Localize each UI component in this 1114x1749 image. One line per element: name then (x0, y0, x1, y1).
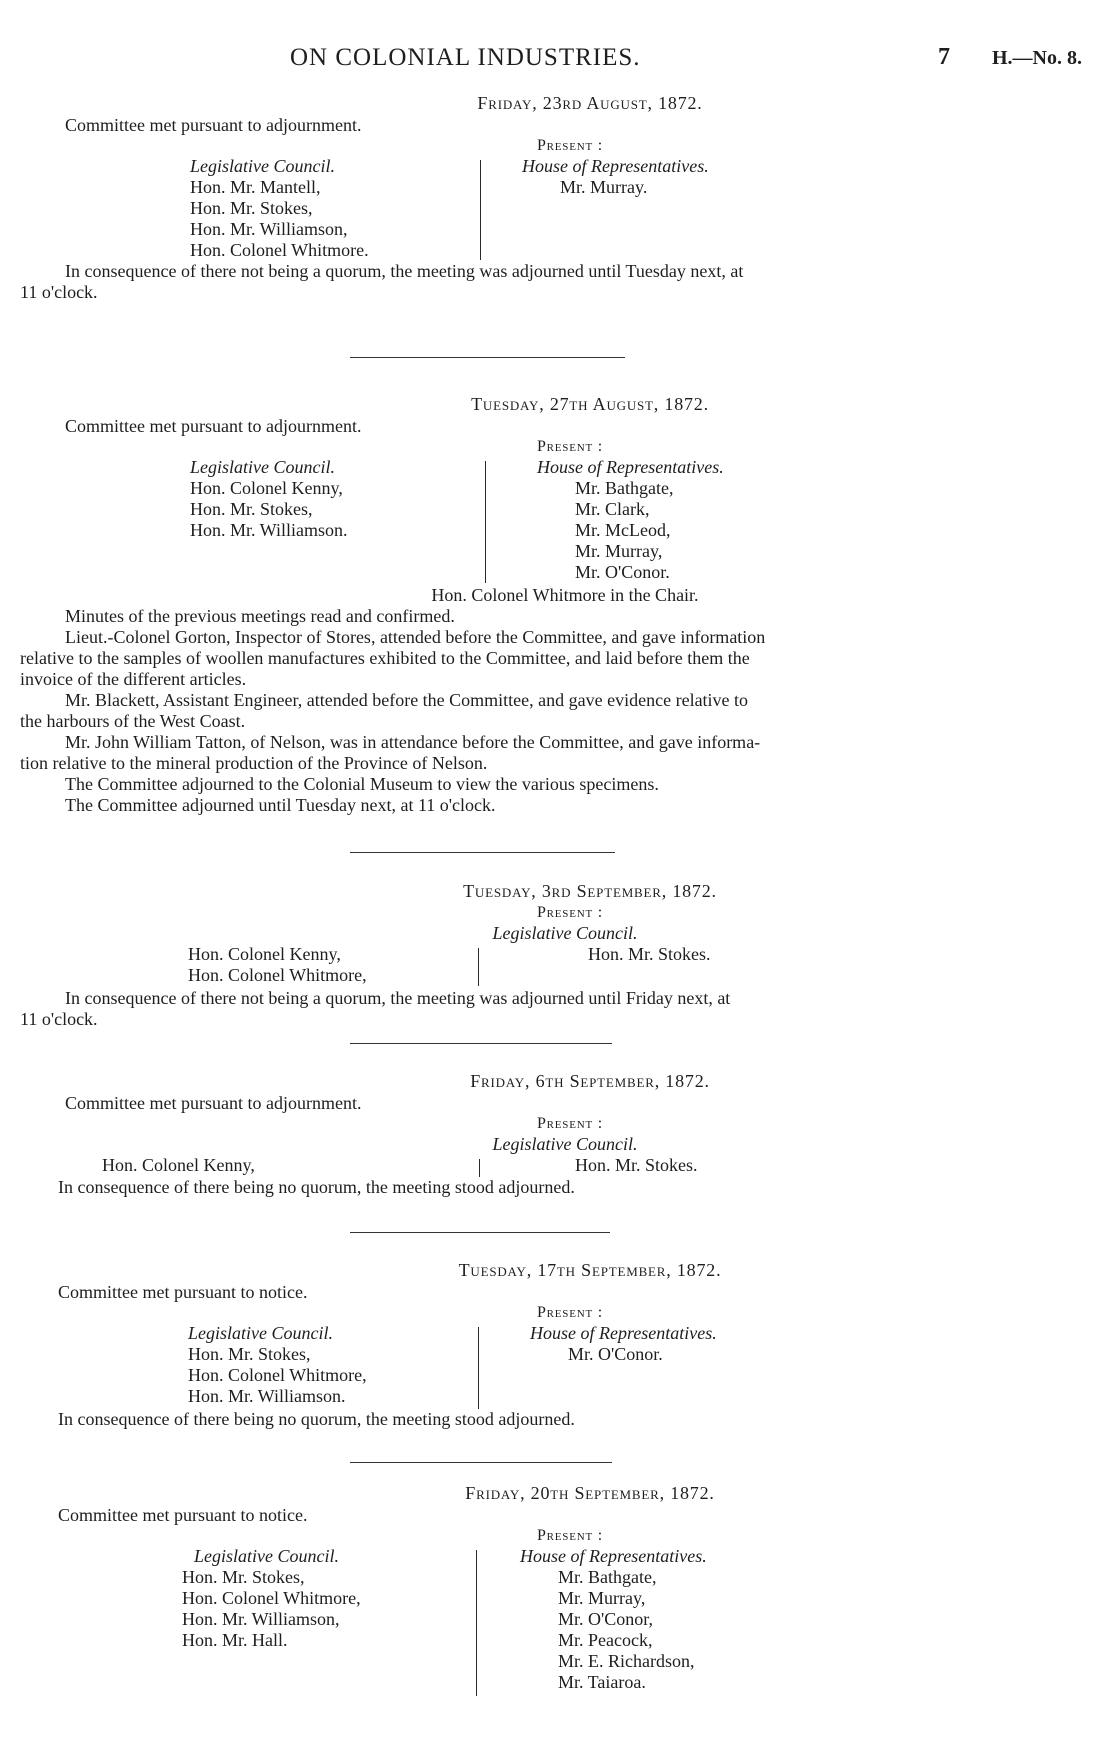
meeting-entry (20, 1259, 1060, 1430)
council-heading: Legislative Council. (194, 1546, 339, 1566)
meeting-entry (20, 393, 1060, 816)
house-heading: House of Representatives. (522, 156, 709, 176)
member-name: Hon. Mr. Mantell, (190, 177, 321, 197)
house-column (522, 156, 709, 198)
present-label: Present : (536, 1527, 604, 1544)
closing-line: In consequence of there not being a quorum, the meeting was adjourned until Tuesday next, at (65, 261, 744, 281)
meeting-date: Tuesday, 27th August, 1872. (471, 394, 709, 414)
member-name: Mr. O'Conor. (575, 562, 670, 582)
member-name: Mr. Taiaroa. (558, 1672, 646, 1692)
document-reference: H.—No. 8. (992, 47, 1082, 69)
column-divider (479, 1159, 480, 1177)
adjourned-line: The Committee adjourned until Tuesday next, at 11 o'clock. (65, 795, 496, 815)
council-column-right (575, 1155, 698, 1176)
council-column (102, 1155, 255, 1176)
house-column (537, 457, 724, 583)
attendance-columns (20, 1546, 1060, 1696)
section-rule (350, 852, 615, 853)
paragraph-line: tion relative to the mineral production of the Province of Nelson. (20, 753, 488, 773)
present-label: Present : (536, 137, 604, 154)
member-name: Hon. Colonel Whitmore, (188, 1365, 367, 1385)
member-name: Mr. E. Richardson, (558, 1651, 695, 1671)
meeting-entry (20, 1070, 1060, 1198)
member-name: Hon. Mr. Stokes, (190, 198, 313, 218)
column-divider (480, 160, 481, 260)
member-name: Hon. Mr. Williamson, (182, 1609, 340, 1629)
meeting-opening: Committee met pursuant to adjournment. (65, 1093, 362, 1113)
member-name: Hon. Colonel Whitmore, (182, 1588, 361, 1608)
present-label: Present : (536, 1115, 604, 1132)
closing-line: 11 o'clock. (20, 1009, 98, 1029)
council-heading: Legislative Council. (492, 1134, 638, 1154)
attendance-columns (20, 457, 1060, 585)
member-name: Mr. Murray, (575, 541, 663, 561)
paragraph-line: the harbours of the West Coast. (20, 711, 246, 731)
member-name: Mr. O'Conor, (558, 1609, 654, 1629)
attendance-columns (20, 156, 1060, 261)
present-label: Present : (536, 1304, 604, 1321)
member-name: Mr. Bathgate, (558, 1567, 657, 1587)
meeting-date: Tuesday, 17th September, 1872. (458, 1260, 722, 1280)
column-divider (478, 948, 479, 986)
member-name: Hon. Mr. Stokes. (575, 1155, 698, 1175)
council-column (182, 1546, 361, 1651)
council-heading: Legislative Council. (188, 1323, 333, 1343)
meeting-entry (20, 92, 1060, 303)
paragraph-line: invoice of the different articles. (20, 669, 247, 689)
member-name: Hon. Colonel Whitmore, (188, 965, 367, 985)
member-name: Hon. Mr. Williamson. (188, 1386, 346, 1406)
member-name: Mr. Bathgate, (575, 478, 674, 498)
closing-line: In consequence of there being no quorum, the meeting stood adjourned. (58, 1409, 575, 1429)
meeting-opening: Committee met pursuant to adjournment. (65, 115, 362, 135)
member-name: Hon. Mr. Hall. (182, 1630, 288, 1650)
member-name: Hon. Colonel Kenny, (102, 1155, 255, 1175)
meeting-entry (20, 1482, 1060, 1696)
attendance-columns (20, 944, 1060, 988)
council-column (190, 156, 369, 261)
member-name: Mr. Peacock, (558, 1630, 653, 1650)
present-label: Present : (536, 904, 604, 921)
meeting-date: Tuesday, 3rd September, 1872. (463, 881, 717, 901)
member-name: Hon. Mr. Stokes, (182, 1567, 305, 1587)
council-column (190, 457, 347, 541)
member-name: Mr. Murray. (560, 177, 648, 197)
running-header (0, 44, 1114, 84)
meeting-opening: Committee met pursuant to notice. (58, 1282, 308, 1302)
paragraph-line: relative to the samples of woollen manufactures exhibited to the Committee, and laid before them the (20, 648, 750, 668)
minutes-line: Minutes of the previous meetings read and confirmed. (65, 606, 455, 626)
attendance-columns (20, 1155, 1060, 1177)
council-column-right (588, 944, 711, 965)
paragraph-line: Mr. Blackett, Assistant Engineer, attended before the Committee, and gave evidence relative to (65, 690, 749, 710)
member-name: Mr. McLeod, (575, 520, 671, 540)
member-name: Mr. Clark, (575, 499, 650, 519)
house-heading: House of Representatives. (537, 457, 724, 477)
meeting-opening: Committee met pursuant to adjournment. (65, 416, 362, 436)
member-name: Hon. Mr. Stokes, (190, 499, 313, 519)
column-divider (478, 1327, 479, 1409)
meeting-date: Friday, 20th September, 1872. (465, 1483, 715, 1503)
section-rule (350, 1462, 612, 1463)
paragraph-line: Lieut.-Colonel Gorton, Inspector of Stores, attended before the Committee, and gave information (65, 627, 766, 647)
member-name: Hon. Colonel Kenny, (190, 478, 343, 498)
council-column (188, 944, 367, 986)
house-column (520, 1546, 707, 1693)
meeting-date: Friday, 6th September, 1872. (470, 1071, 710, 1091)
house-heading: House of Representatives. (520, 1546, 707, 1566)
closing-line: 11 o'clock. (20, 282, 98, 302)
member-name: Hon. Colonel Kenny, (188, 944, 341, 964)
house-column (530, 1323, 717, 1365)
member-name: Mr. Murray, (558, 1588, 646, 1608)
paragraph-line: Mr. John William Tatton, of Nelson, was in attendance before the Committee, and gave informa- (65, 732, 761, 752)
section-rule (350, 1232, 610, 1233)
member-name: Hon. Mr. Williamson. (190, 520, 348, 540)
column-divider (476, 1550, 477, 1696)
chair-line: Hon. Colonel Whitmore in the Chair. (431, 585, 699, 605)
council-heading: Legislative Council. (492, 923, 638, 943)
meeting-date: Friday, 23rd August, 1872. (477, 93, 703, 113)
council-heading: Legislative Council. (190, 457, 335, 477)
section-rule (350, 1043, 612, 1044)
house-heading: House of Representatives. (530, 1323, 717, 1343)
column-divider (485, 461, 486, 583)
museum-line: The Committee adjourned to the Colonial Museum to view the various specimens. (65, 774, 659, 794)
closing-line: In consequence of there being no quorum, the meeting stood adjourned. (58, 1177, 575, 1197)
header-title: ON COLONIAL INDUSTRIES. (290, 44, 641, 71)
closing-line: In consequence of there not being a quorum, the meeting was adjourned until Friday next, at (65, 988, 731, 1008)
member-name: Hon. Mr. Stokes, (188, 1344, 311, 1364)
meeting-opening: Committee met pursuant to notice. (58, 1505, 308, 1525)
member-name: Hon. Colonel Whitmore. (190, 240, 369, 260)
member-name: Hon. Mr. Williamson, (190, 219, 348, 239)
attendance-columns (20, 1323, 1060, 1409)
council-heading: Legislative Council. (190, 156, 335, 176)
section-rule (350, 357, 625, 358)
member-name: Mr. O'Conor. (568, 1344, 663, 1364)
page-number: 7 (938, 44, 950, 70)
present-label: Present : (536, 438, 604, 455)
meeting-entry (20, 880, 1060, 1030)
member-name: Hon. Mr. Stokes. (588, 944, 711, 964)
council-column (188, 1323, 367, 1407)
